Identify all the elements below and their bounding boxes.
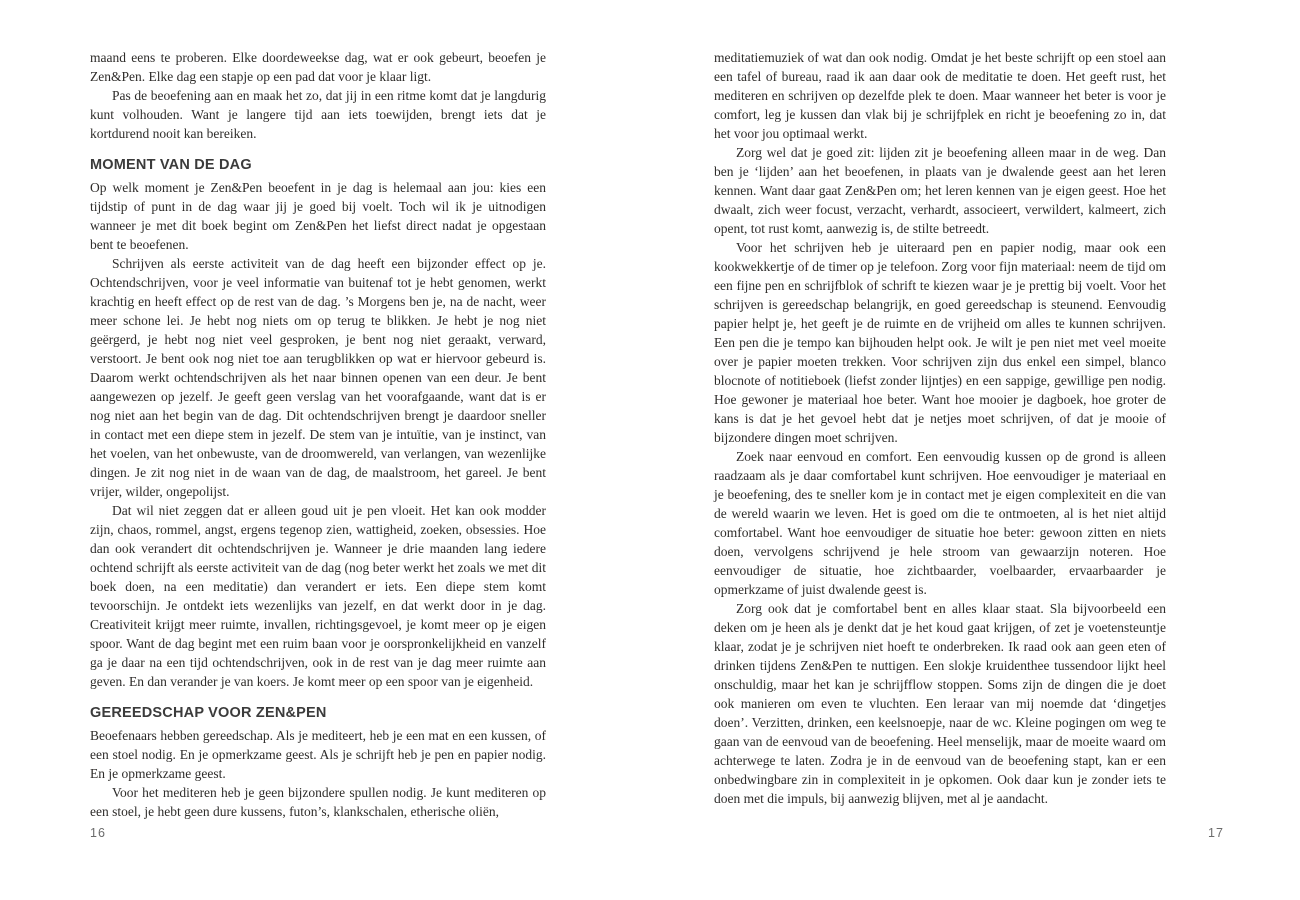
paragraph: Zorg ook dat je comfortabel bent en alles klaar staat. Sla bijvoorbeeld een deken om je heen als je denkt dat je het koud gaat krijgen, of zet je voetensteuntje klaar, zodat je je schrijven niet hoeft te onderbreken. Ik raad ook aan geen eten of drinken tijdens Zen&Pen te nuttigen. Een slokje kruidenthee tussendoor lijkt heel onschuldig, maar het kan je schrijfflow stoppen. Soms zijn de dingen die je doet ook manieren om even te vluchten. Een leraar van mij noemde dat ‘dingetjes doen’. Verzitten, drinken, een keelsnoepje, naar de wc. Kleine pogingen om weg te gaan van de eenvoud van de beoefening. Heel menselijk, maar de moeite waard om achterwege te laten. Zodra je in de eenvoud van de beoefening stapt, kan er een onbedwingbare zin in complexiteit in je opkomen. Ook daar kun je zonder iets te doen met die impuls, bij aanwezig blijven, met al je aandacht. xyxy=(714,601,1166,806)
paragraph: meditatiemuziek of wat dan ook nodig. Omdat je het beste schrijft op een stoel aan een tafel of bureau, raad ik aan daar ook de meditatie te doen. Het geeft rust, het mediteren en schrijven op dezelfde plek te doen. Maar wanneer het beter is voor je comfort, leg je kussen dan vlak bij je schrijfplek en richt je beoefening zo in, dat het voor jou optimaal werkt. xyxy=(714,50,1166,141)
right-page xyxy=(714,48,1166,808)
section-heading-moment-van-de-dag: MOMENT VAN DE DAG xyxy=(90,157,252,173)
page-number-left: 16 xyxy=(90,826,106,840)
page-number-right: 17 xyxy=(1208,826,1224,840)
paragraph: Voor het schrijven heb je uiteraard pen en papier nodig, maar ook een kookwekkertje of de timer op je telefoon. Zorg voor fijn materiaal: neem de tijd om een fijne pen en schrijfblok of schrift te kiezen waar je je prettig bij voelt. Voor het schrijven is gereedschap belangrijk, en goed gereedschap is steunend. Eenvoudig papier helpt je, het geeft je de ruimte en de vrijheid om alles te kunnen schrijven. Een pen die je tempo kan bijhouden helpt ook. Je wilt je pen niet met veel moeite over je papier moeten trekken. Voor schrijven zijn dus enkel een simpel, blanco blocnote of notitieboek (liefst zonder lijntjes) en een sappige, gewillige pen nodig. Hoe gewoner je materiaal hoe beter. Want hoe mooier je dagboek, hoe groter de kans is dat je het gevoel hebt dat je netjes moet schrijven, of dat je mooie of bijzondere dingen moet schrijven. xyxy=(714,240,1166,445)
paragraph: Zorg wel dat je goed zit: lijden zit je beoefening alleen maar in de weg. Dan ben je ‘lijden’ aan het beoefenen, in plaats van je dwalende geest aan het leren kennen. Want daar gaat Zen&Pen om; het leren kennen van je eigen geest. Hoe het dwaalt, zich weer focust, verzacht, verhardt, associeert, verwildert, kalmeert, zich opent, tot rust komt, aanwezig is, de stilte betreedt. xyxy=(714,145,1166,236)
section-heading-gereedschap-voor-zenpen: GEREEDSCHAP VOOR ZEN&PEN xyxy=(90,705,327,721)
left-page xyxy=(90,48,546,821)
paragraph: Voor het mediteren heb je geen bijzondere spullen nodig. Je kunt mediteren op een stoel, je hebt geen dure kussens, futon’s, klankschalen, etherische oliën, xyxy=(90,785,546,819)
paragraph: maand eens te proberen. Elke doordeweekse dag, wat er ook gebeurt, beoefen je Zen&Pen. Elke dag een stapje op een pad dat voor je klaar ligt. xyxy=(90,50,546,84)
paragraph: Op welk moment je Zen&Pen beoefent in je dag is helemaal aan jou: kies een tijdstip of punt in de dag waar jij je goed bij voelt. Toch wil ik je uitnodigen wanneer je met dit boek begint om Zen&Pen het liefst direct nadat je opgestaan bent te beoefenen. xyxy=(90,180,546,252)
paragraph: Pas de beoefening aan en maak het zo, dat jij in een ritme komt dat je langdurig kunt volhouden. Want je langere tijd aan iets toewijden, brengt iets dat je kortdurend nooit kan bereiken. xyxy=(90,88,546,141)
paragraph: Zoek naar eenvoud en comfort. Een eenvoudig kussen op de grond is alleen raadzaam als je daar comfortabel kunt schrijven. Hoe eenvoudiger je materiaal en je beoefening, des te sneller kom je in contact met je eigen complexiteit en die van de wereld waarin we leven. Het is goed om die te ontmoeten, al is het niet altijd comfortabel. Want hoe eenvoudiger de situatie hoe beter: gewoon zitten en niets doen, vervolgens schrijvend je hele stroom van gewaarzijn noteren. Hoe eenvoudiger de situatie, hoe zichtbaarder, voelbaarder, ervaarbaarder je opmerkzame of juist dwalende geest is. xyxy=(714,449,1166,597)
paragraph: Schrijven als eerste activiteit van de dag heeft een bijzonder effect op je. Ochtendschrijven, voor je veel informatie van buitenaf tot je hebt genomen, werkt krachtig en heeft effect op de rest van de dag. ’s Morgens ben je, na de nacht, weer meer schone lei. Je hebt nog niets om op terug te blikken. Je hebt je nog niet geërgerd, je hebt nog niet veel gesproken, je bent nog niet geraakt, verward, verstoort. Je bent ook nog niet toe aan terugblikken op wat er hiervoor gebeurd is. Daarom werkt ochtendschrijven als het naar binnen openen van een deur. Je bent aangewezen op jezelf. Je geeft geen verslag van het voorafgaande, want dat is er nog niet aan het begin van de dag. Dit ochtendschrijven brengt je daardoor sneller in contact met een diepe stem in jezelf. De stem van je intuïtie, van je instinct, van het voelen, van het onbewuste, van de droomwereld, van verlangen, van wezenlijke dingen. Je zit nog niet in de waan van de dag, de maalstroom, het gareel. Je bent vrijer, wilder, ongepolijst. xyxy=(90,256,546,499)
paragraph: Beoefenaars hebben gereedschap. Als je mediteert, heb je een mat en een kussen, of een stoel nodig. En je opmerkzame geest. Als je schrijft heb je pen en papier nodig. En je opmerkzame geest. xyxy=(90,728,546,781)
paragraph: Dat wil niet zeggen dat er alleen goud uit je pen vloeit. Het kan ook modder zijn, chaos, rommel, angst, ergens tegenop zien, wattigheid, zoeken, obsessies. Hoe dan ook verandert dit ochtendschrijven je. Wanneer je drie maanden lang iedere ochtend schrijft als eerste activiteit van de dag (nog beter werkt het zoals we met dit boek doen, na een meditatie) dan verandert er iets. Een diepe stem komt tevoorschijn. Je ontdekt iets wezenlijks van jezelf, en dat werkt door in je dag. Creativiteit krijgt meer ruimte, invallen, richtingsgevoel, je komt meer op je eigen spoor. Want de dag begint met een ruim baan voor je oorspronkelijkheid en vanzelf ga je daar na een tijd ochtendschrijven, ook in de rest van je dag meer ruimte aan geven. En dan verander je van koers. Je komt meer op een spoor van je eigenheid. xyxy=(90,503,546,689)
